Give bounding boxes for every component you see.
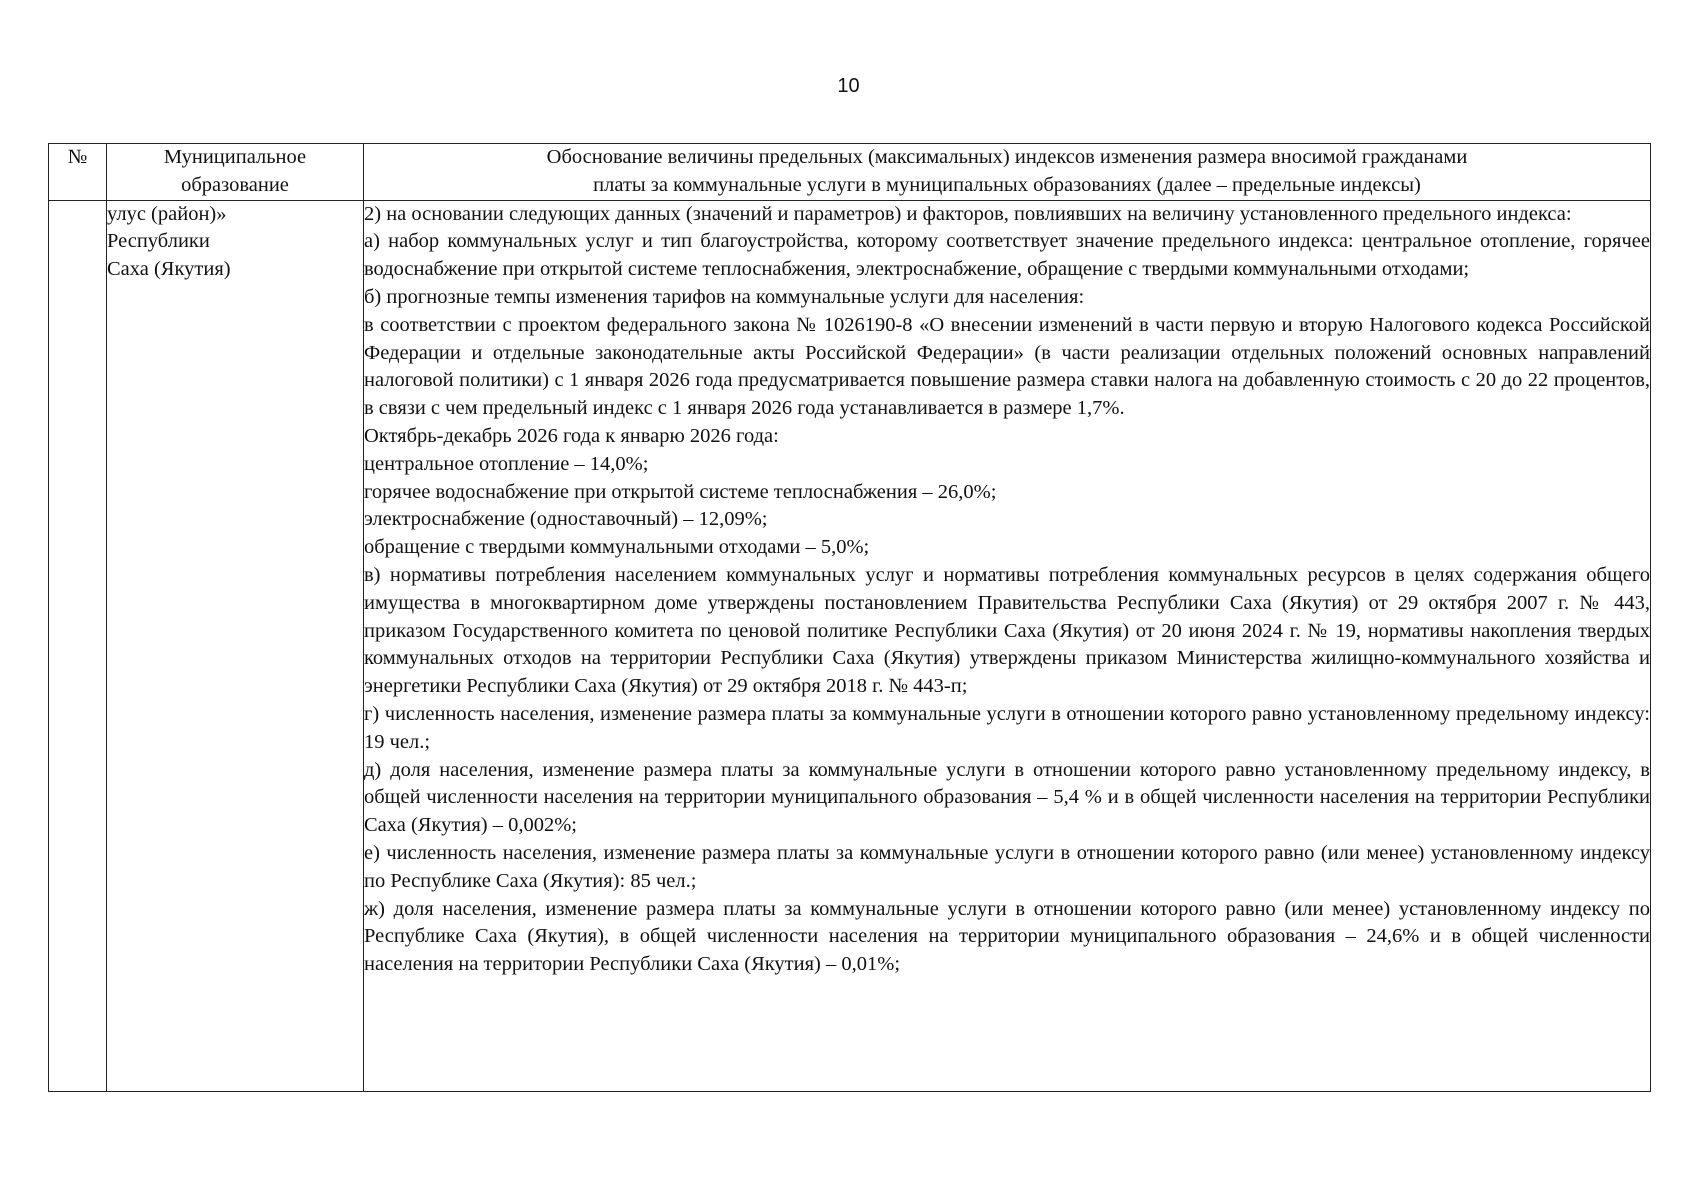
paragraph-electricity: электроснабжение (одноставочный) – 12,09%; (364, 508, 768, 531)
header-justification-line1: Обоснование величины предельных (максимальных) индексов изменения размера вносимой гражданами (546, 146, 1468, 168)
header-justification (364, 144, 1651, 201)
header-municipality (107, 144, 364, 201)
paragraph-consumption-norms: в) нормативы потребления населением коммунальных услуг и нормативы потребления коммунальных ресурсов в целях содержания общего имущества в многоквартирном доме утверждены постановлением Правительства Республики Саха (Якутия) от 29 октября 2007 г. № 443, приказом Государственного комитета по ценовой политике Республики Саха (Якутия) от 20 июня 2024 г. № 19, нормативы накопления твердых коммунальных отходов на территории Республики Саха (Якутия) утверждены приказом Министерства жилищно-коммунального хозяйства и энергетики Республики Саха (Якутия) от 29 октября 2018 г. № 443-п; (364, 563, 1650, 698)
paragraph-population-share: д) доля населения, изменение размера платы за коммунальные услуги в отношении которого равно установленному предельному индексу, в общей численности населения на территории муниципального образования – 5,4 % и в общей численности населения на территории Республики Саха (Якутия) – 0,002%; (364, 758, 1650, 837)
table-row (49, 200, 1651, 1091)
paragraph-data-factors: 2) на основании следующих данных (значений и параметров) и факторов, повлиявших на величину установленного предельного индекса: (364, 202, 1572, 225)
municipality-line3: Саха (Якутия) (107, 258, 231, 281)
paragraph-heating: центральное отопление – 14,0%; (364, 452, 649, 475)
paragraph-hot-water: горячее водоснабжение при открытой системе теплоснабжения – 26,0%; (364, 480, 997, 503)
header-municipality-line1: Муниципальное (163, 146, 307, 168)
paragraph-population-count: г) численность населения, изменение размера платы за коммунальные услуги в отношении которого равно установленному предельному индексу: 19 чел.; (364, 702, 1650, 753)
municipality-line1: улус (район)» (107, 202, 227, 225)
header-municipality-line2: образование (181, 173, 289, 196)
paragraph-population-share-republic: ж) доля населения, изменение размера платы за коммунальные услуги в отношении которого равно (или менее) установленному индексу по Республике Саха (Якутия), в общей численности населения на территории муниципального образования – 24,6% и в общей численности населения на территории Республики Саха (Якутия) – 0,01%; (364, 897, 1650, 976)
page-number: 10 (837, 75, 860, 97)
header-justification-line2: платы за коммунальные услуги в муниципальных образованиях (далее – предельные индексы) (593, 173, 1421, 196)
table-header-row (49, 144, 1651, 201)
municipality-line2: Республики (107, 230, 210, 253)
paragraph-period: Октябрь-декабрь 2026 года к январю 2026 года: (364, 424, 779, 447)
paragraph-federal-law: в соответствии с проектом федерального закона № 1026190-8 «О внесении изменений в части первую и вторую Налогового кодекса Российской Федерации и отдельные законодательные акты Российской Федерации» (в части реализации отдельных положений основных направлений налоговой политики) с 1 января 2026 года предусматривается повышение размера ставки налога на добавленную стоимость с 20 до 22 процентов, в связи с чем предельный индекс с 1 января 2026 года устанавливается в размере 1,7%. (364, 313, 1650, 420)
municipality-cell (107, 200, 364, 1091)
row-number-cell (49, 200, 107, 1091)
paragraph-population-count-republic: е) численность населения, изменение размера платы за коммунальные услуги в отношении которого равно (или менее) установленному индексу по Республике Саха (Якутия): 85 чел.; (364, 841, 1650, 892)
justification-cell (364, 200, 1651, 1091)
paragraph-utility-set: а) набор коммунальных услуг и тип благоустройства, которому соответствует значение предельного индекса: центральное отопление, горячее водоснабжение при открытой системе теплоснабжения, электроснабжение, обращение с твердыми коммунальными отходами; (364, 230, 1650, 281)
header-number: № (49, 144, 107, 201)
paragraph-forecast-rates: б) прогнозные темпы изменения тарифов на коммунальные услуги для населения: (364, 285, 1085, 308)
paragraph-solid-waste: обращение с твердыми коммунальными отходами – 5,0%; (364, 536, 870, 559)
tariff-index-table (48, 143, 1651, 1092)
